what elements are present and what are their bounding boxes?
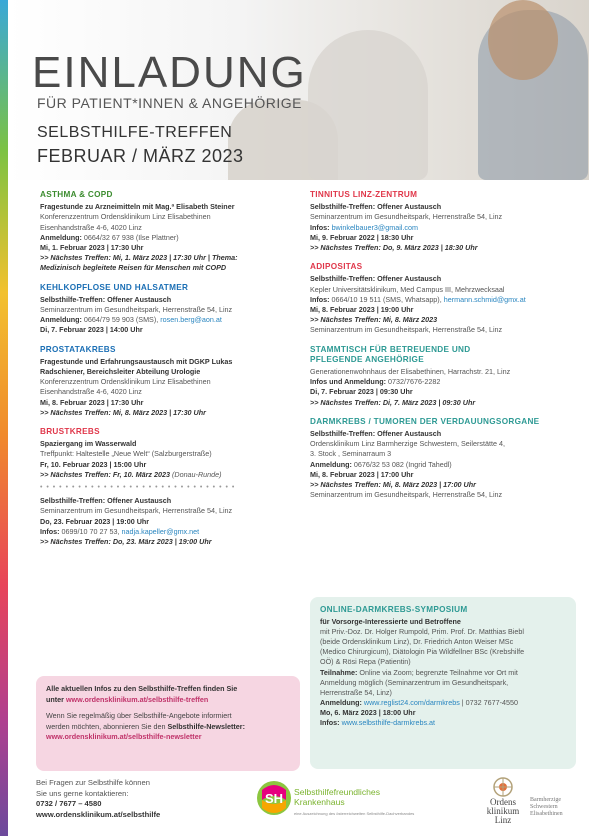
photo-figure — [308, 30, 428, 180]
logo-text: Ordens — [490, 797, 516, 807]
section-heading: PROSTATAKREBS — [40, 344, 116, 354]
selbsthilfe-logo-text — [294, 787, 380, 807]
contact-value: 0676/32 53 082 (Ingrid Tahedl) — [351, 459, 452, 469]
footer-phone[interactable]: 0732 / 7677 – 4580 — [36, 799, 102, 809]
section-date: Mi, 8. Februar 2023 | 17:30 Uhr — [40, 397, 144, 407]
info-text-prefix: werden möchten, abonnieren Sie den — [46, 721, 168, 731]
photo-figure — [488, 0, 558, 80]
section-text: (Medico Chirurgicum), Diätologin Pia Wildfellner BSc (Krebshilfe — [320, 647, 525, 657]
section-date: Mi, 9. Februar 2022 | 18:30 Uhr — [310, 232, 414, 242]
next-meeting: >> Nächstes Treffen: Fr, 10. März 2023 — [40, 469, 170, 479]
contact-label: Anmeldung: — [320, 697, 362, 707]
section-text: Selbsthilfe-Treffen: Offener Austausch — [310, 274, 442, 284]
section-heading: ASTHMA & COPD — [40, 190, 113, 199]
section-heading: BRUSTKREBS — [40, 427, 100, 437]
section-contact — [40, 233, 302, 243]
section-contact — [40, 527, 302, 537]
footer-text: Sie uns gerne kontaktieren: — [36, 788, 129, 798]
section-contact — [310, 295, 582, 305]
section-heading: ADIPOSITAS — [310, 262, 363, 272]
section-stammtisch — [310, 345, 582, 408]
section-contact — [320, 668, 566, 678]
rainbow-sidebar — [0, 0, 8, 836]
newsletter-link[interactable]: www.ordensklinikum.at/selbsthilfe-newsletter — [46, 732, 202, 741]
contact-label: Infos: — [40, 526, 60, 536]
next-meeting: >> Nächstes Treffen: Di, 7. März 2023 | 09:30 Uhr — [310, 397, 476, 407]
section-text: Herrenstraße 54, Linz) — [320, 687, 392, 697]
page-subtitle: FÜR PATIENT*INNEN & ANGEHÖRIGE — [37, 95, 302, 111]
right-column — [310, 190, 582, 509]
section-text: OÖ) & Rösi Repa (Patientin) — [320, 657, 411, 667]
next-meeting: >> Nächstes Treffen: Mi, 8. März 2023 | 17:00 Uhr — [310, 480, 476, 490]
info-text — [46, 695, 290, 706]
section-darmkrebs — [310, 417, 582, 501]
next-meeting: >> Nächstes Treffen: Mi, 1. März 2023 | 17:30 Uhr | Thema: — [40, 253, 238, 263]
section-contact — [320, 718, 566, 728]
email-link[interactable]: nadja.kapeller@gmx.net — [121, 526, 200, 536]
selbsthilfe-logo-icon — [256, 778, 292, 818]
section-kehlkopf — [40, 283, 302, 336]
section-text: Selbsthilfe-Treffen: Offener Austausch — [40, 294, 172, 304]
ordensklinikum-logo-subtext — [530, 797, 563, 818]
contact-label: Teilnahme: — [320, 667, 358, 677]
section-text: Fragestunde zu Arzneimitteln mit Mag.ª Elisabeth Steiner — [40, 202, 235, 212]
next-meeting-row — [40, 470, 302, 480]
event-title: SELBSTHILFE-TREFFEN — [37, 124, 233, 141]
contact-label: Infos: — [320, 718, 340, 728]
event-period: FEBRUAR / MÄRZ 2023 — [37, 146, 244, 166]
registration-link[interactable]: www.reglist24.com/darmkrebs — [363, 697, 460, 707]
next-meeting: Medizinisch begleitete Reisen für Menschen mit COPD — [40, 263, 227, 273]
contact-label: Anmeldung: — [310, 459, 352, 469]
info-text — [46, 722, 290, 733]
section-text: Fragestunde und Erfahrungsaustausch mit DGKP Lukas — [40, 356, 233, 366]
section-brustkrebs — [40, 427, 302, 547]
section-date: Fr, 10. Februar 2023 | 15:00 Uhr — [40, 459, 147, 469]
section-adipositas — [310, 262, 582, 335]
section-text: Generationenwohnhaus der Elisabethinen, Harrachstr. 21, Linz — [310, 367, 511, 377]
section-date: Di, 7. Februar 2023 | 09:30 Uhr — [310, 387, 413, 397]
section-heading: STAMMTISCH FÜR BETREUENDE UND — [310, 344, 471, 354]
section-text: Seminarzentrum im Gesundheitspark, Herrenstraße 54, Linz — [40, 506, 233, 516]
svg-text:SH: SH — [264, 791, 284, 806]
section-contact — [310, 377, 582, 387]
section-date: Do, 23. Februar 2023 | 19:00 Uhr — [40, 516, 150, 526]
section-text: für Vorsorge-Interessierte und Betroffene — [320, 617, 461, 627]
dotted-divider: • • • • • • • • • • • • • • • • • • • • • • • • • • • • • • • — [40, 484, 236, 492]
section-date: Mo, 6. März 2023 | 18:00 Uhr — [320, 707, 416, 717]
contact-value: 0664/79 59 903 (SMS), — [81, 315, 161, 325]
contact-value: 0664/32 67 938 (Ilse Plattner) — [81, 232, 179, 242]
contact-value: 0732/7676-2282 — [386, 377, 441, 387]
section-heading: TINNITUS LINZ-ZENTRUM — [310, 190, 418, 199]
section-asthma — [40, 190, 302, 274]
logo-text: Schwestern — [530, 804, 558, 810]
section-date: Di, 7. Februar 2023 | 14:00 Uhr — [40, 325, 143, 335]
info-box — [36, 676, 300, 771]
contact-label: Anmeldung: — [40, 232, 82, 242]
section-text: Konferenzzentrum Ordensklinikum Linz Elisabethinen — [40, 212, 211, 222]
newsletter-label: Selbsthilfe-Newsletter: — [167, 721, 245, 731]
section-date: Mi, 8. Februar 2023 | 19:00 Uhr — [310, 305, 414, 315]
ordensklinikum-logo-icon — [478, 776, 528, 798]
website-link[interactable]: www.selbsthilfe-darmkrebs.at — [341, 718, 436, 728]
section-text: Eisenhandstraße 4-6, 4020 Linz — [40, 387, 142, 397]
section-text: Seminarzentrum im Gesundheitspark, Herrenstraße 54, Linz — [310, 212, 503, 222]
footer-text: Bei Fragen zur Selbsthilfe können — [36, 778, 150, 787]
logo-text: Elisabethinen — [530, 811, 563, 817]
section-heading: KEHLKOPFLOSE UND HALSATMER — [40, 282, 189, 292]
footer-contact — [36, 778, 160, 820]
ordensklinikum-logo-text — [478, 798, 528, 825]
section-text: (beide Ordensklinikum Linz), Dr. Friedrich Anton Weiser MSc — [320, 637, 514, 647]
section-text: Selbsthilfe-Treffen: Offener Austausch — [310, 429, 442, 439]
contact-label: Infos: — [310, 294, 330, 304]
email-link[interactable]: hermann.schmid@gmx.at — [443, 294, 526, 304]
section-text: 3. Stock , Seminarraum 3 — [310, 449, 392, 459]
website-link[interactable]: www.ordensklinikum.at/selbsthilfe-treffen — [65, 694, 209, 704]
logo-text: Linz — [494, 815, 512, 825]
section-heading: ONLINE-DARMKREBS-SYMPOSIUM — [320, 605, 468, 614]
section-text: Treffpunkt: Haltestelle „Neue Welt“ (Salzburgerstraße) — [40, 449, 212, 459]
section-date: Mi, 1. Februar 2023 | 17:30 Uhr — [40, 243, 144, 253]
contact-value: 0664/10 19 511 (SMS, Whatsapp), — [329, 294, 444, 304]
contact-value: 0699/10 70 27 53, — [59, 526, 122, 536]
section-text: Anmeldung möglich (Seminarzentrum im Gesundheitspark, — [320, 677, 509, 687]
section-text: Ordensklinikum Linz Barmherzige Schwestern, Seilerstätte 4, — [310, 439, 505, 449]
email-link[interactable]: rosen.berg@aon.at — [160, 315, 222, 325]
section-prostata — [40, 345, 302, 418]
next-meeting: >> Nächstes Treffen: Mi, 8. März 2023 — [310, 315, 438, 325]
section-contact — [310, 460, 582, 470]
section-text: Konferenzzentrum Ordensklinikum Linz Elisabethinen — [40, 377, 211, 387]
section-text: Radschiener, Bereichsleiter Abteilung Urologie — [40, 367, 201, 377]
contact-value: Online via Zoom; begrenzte Teilnahme vor Ort mit — [357, 667, 518, 677]
contact-label: Infos: — [310, 222, 330, 232]
symposium-box — [310, 597, 576, 769]
section-tinnitus — [310, 190, 582, 253]
email-link[interactable]: bwinkelbauer3@gmail.com — [331, 222, 418, 232]
info-text: Wenn Sie regelmäßig über Selbsthilfe-Angebote informiert — [46, 711, 232, 720]
section-text: Seminarzentrum im Gesundheitspark, Herrenstraße 54, Linz — [40, 305, 233, 315]
footer-url[interactable]: www.ordensklinikum.at/selbsthilfe — [36, 809, 161, 819]
info-text: Alle aktuellen Infos zu den Selbsthilfe-Treffen finden Sie — [46, 684, 238, 693]
logo-text: Barmherzige — [530, 797, 561, 803]
section-contact — [320, 698, 566, 708]
section-text: Selbsthilfe-Treffen: Offener Austausch — [310, 202, 442, 212]
info-text-prefix: unter — [46, 694, 66, 704]
section-text: mit Priv.-Doz. Dr. Holger Rumpold, Prim. Prof. Dr. Matthias Biebl — [320, 627, 524, 637]
logo-text: klinikum — [486, 806, 520, 816]
section-heading: DARMKREBS / TUMOREN DER VERDAUUNGSORGANE — [310, 416, 540, 426]
section-date: Mi, 8. Februar 2023 | 17:00 Uhr — [310, 469, 414, 479]
logo-text: Selbsthilfefreundliches — [294, 787, 380, 797]
next-meeting: >> Nächstes Treffen: Mi, 8. März 2023 | 17:30 Uhr — [40, 407, 206, 417]
next-meeting-note: (Donau-Runde) — [169, 469, 222, 479]
section-text: Seminarzentrum im Gesundheitspark, Herrenstraße 54, Linz — [310, 325, 503, 335]
left-column — [40, 190, 302, 556]
section-text: Seminarzentrum im Gesundheitspark, Herrenstraße 54, Linz — [310, 490, 503, 500]
next-meeting: >> Nächstes Treffen: Do, 9. März 2023 | 18:30 Uhr — [310, 243, 478, 253]
logo-subtext: eine Auszeichnung des österreichweiten Selbsthilfe-Dachverbandes — [294, 811, 415, 816]
contact-value: | 0732 7677-4550 — [459, 697, 519, 707]
section-text: Kepler Universitätsklinikum, Med Campus III, Mehrzwecksaal — [310, 284, 505, 294]
section-text: Spaziergang im Wasserwald — [40, 439, 137, 449]
logo-text: Krankenhaus — [294, 797, 345, 807]
section-contact — [40, 315, 302, 325]
next-meeting: >> Nächstes Treffen: Do, 23. März 2023 | 19:00 Uhr — [40, 537, 212, 547]
section-heading: PFLEGENDE ANGEHÖRIGE — [310, 354, 424, 364]
section-text: Eisenhandstraße 4-6, 4020 Linz — [40, 222, 142, 232]
contact-label: Anmeldung: — [40, 315, 82, 325]
page-title: EINLADUNG — [32, 48, 307, 97]
section-contact — [310, 223, 582, 233]
section-text: Selbsthilfe-Treffen: Offener Austausch — [40, 496, 172, 506]
contact-label: Infos und Anmeldung: — [310, 377, 386, 387]
